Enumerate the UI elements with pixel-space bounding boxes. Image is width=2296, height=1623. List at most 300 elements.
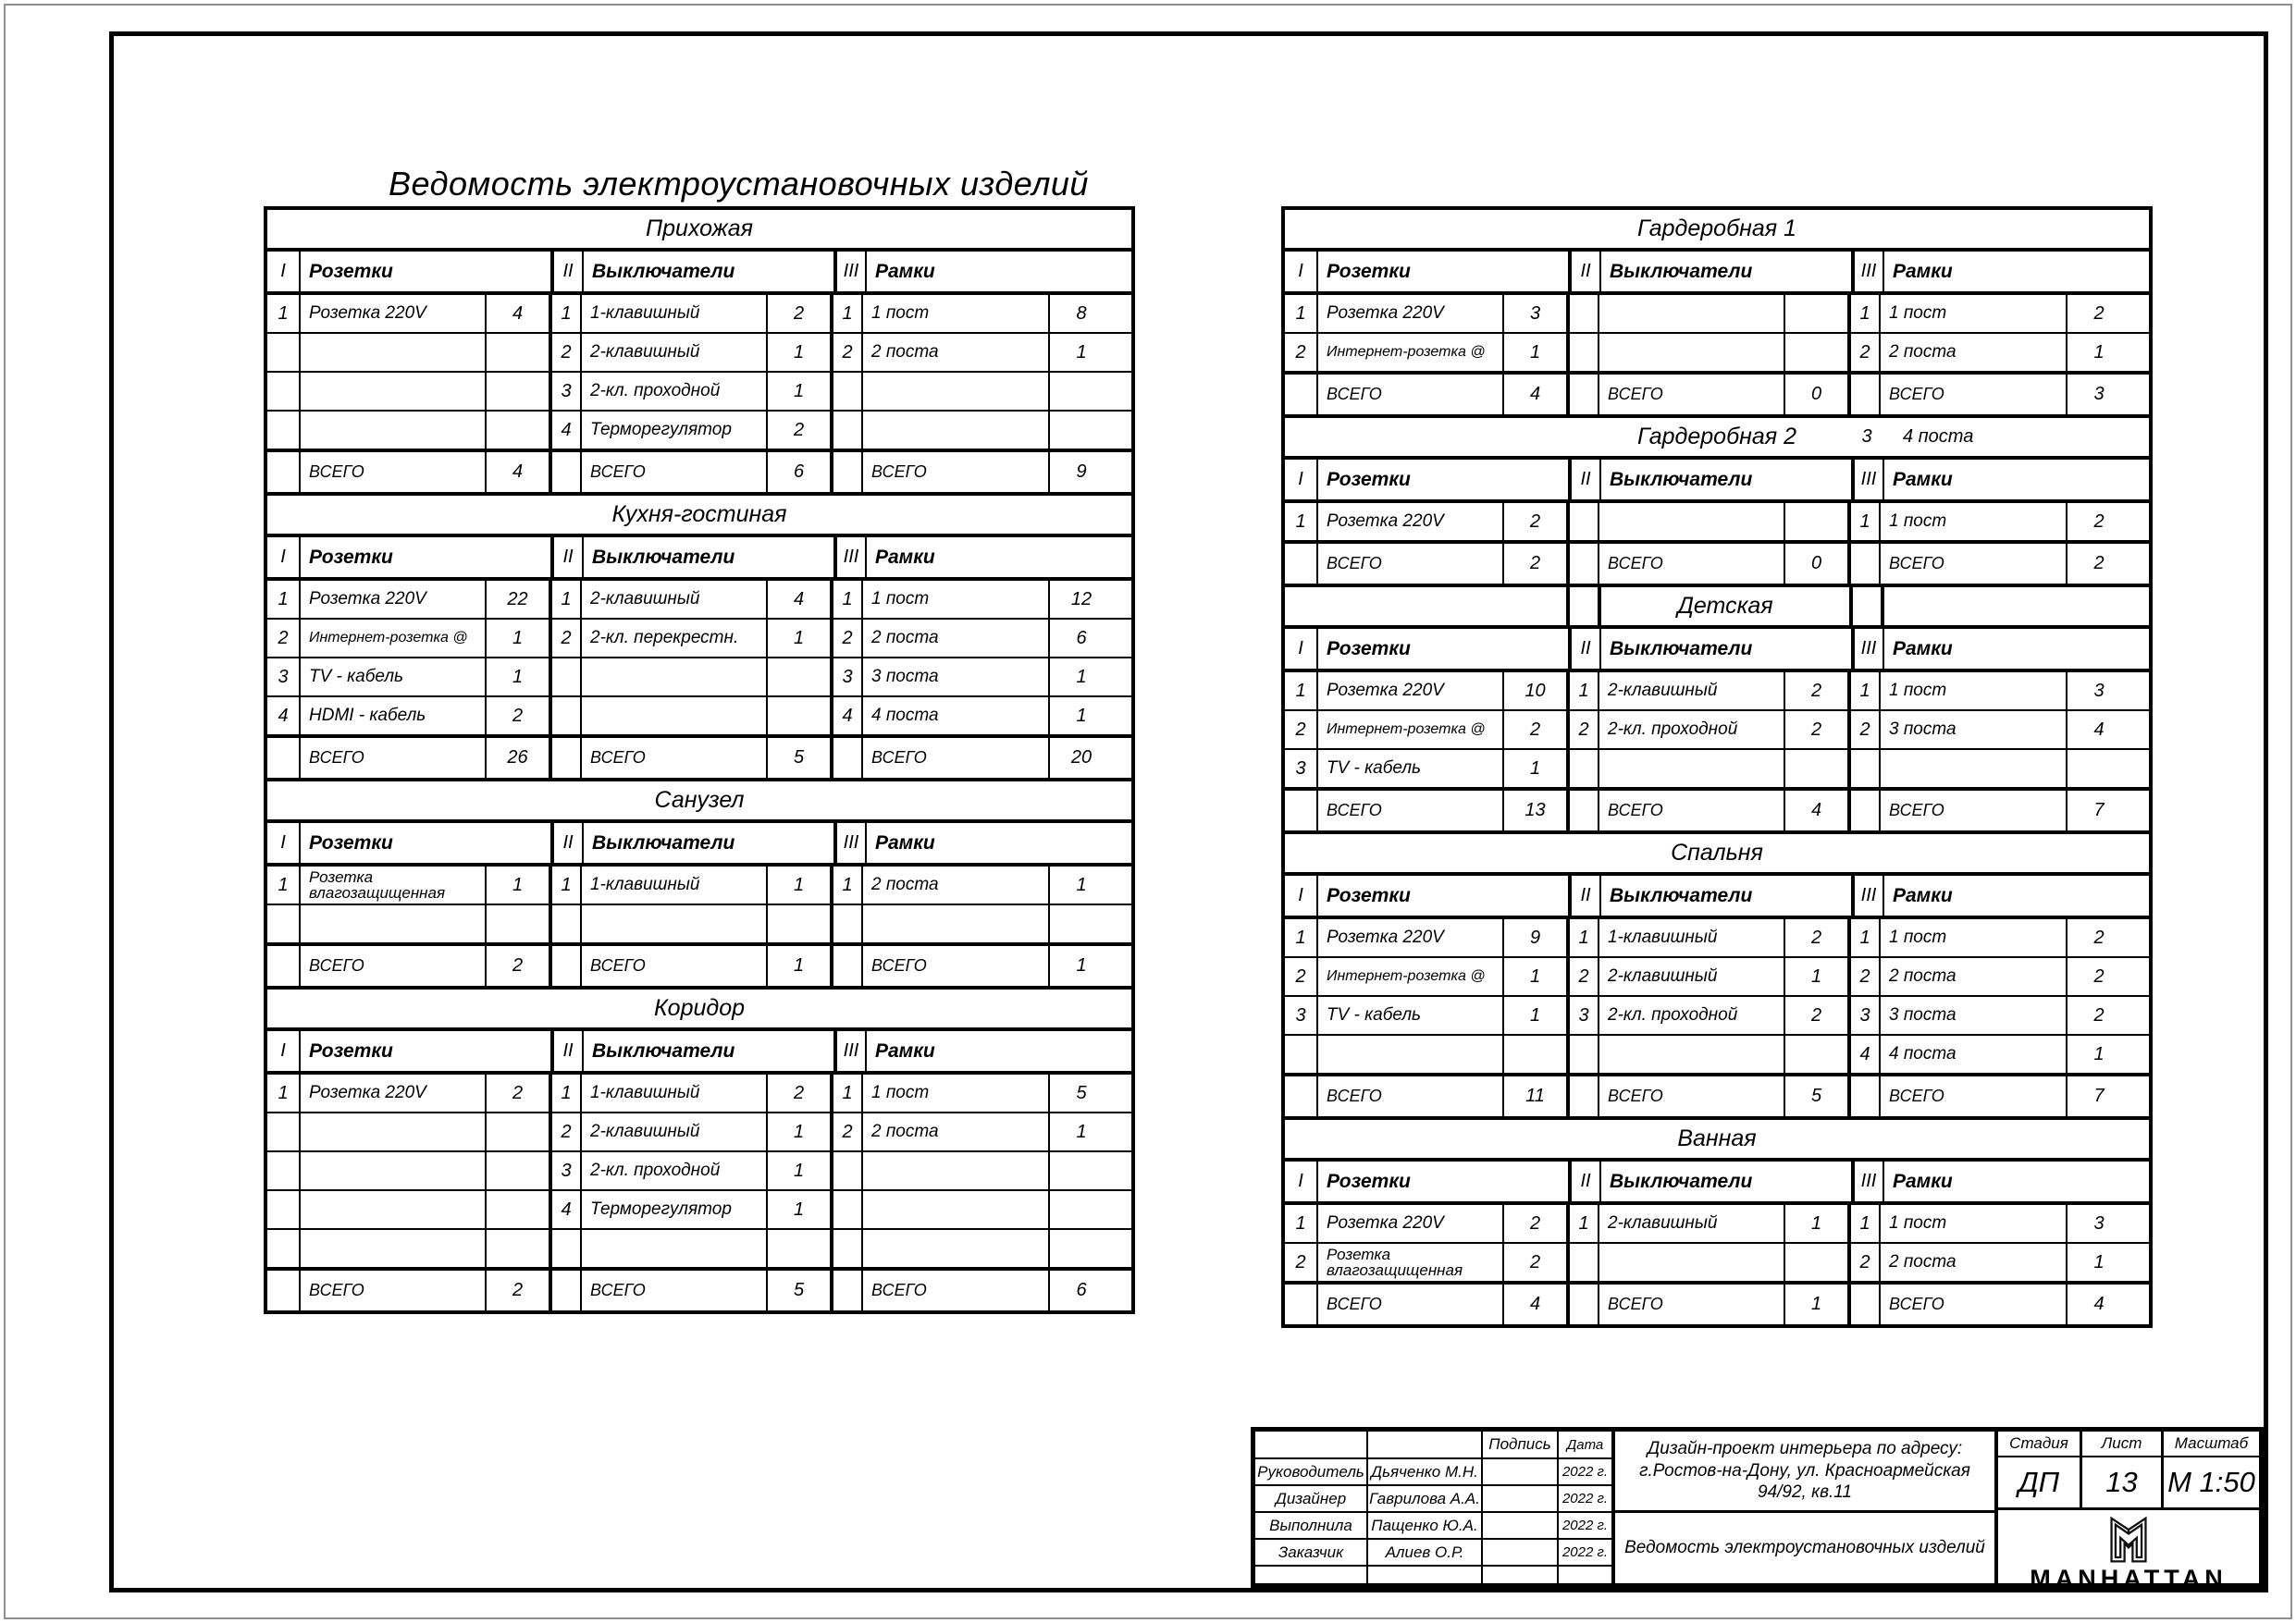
role-label: Заказчик [1255, 1538, 1366, 1565]
item-qty: 1 [766, 1152, 830, 1189]
item-qty: 1 [485, 867, 549, 904]
item-qty: 1 [766, 867, 830, 904]
item-number: 2 [1847, 334, 1879, 371]
sockets-header: Розетки [299, 537, 550, 577]
item-qty: 2 [2066, 503, 2130, 540]
item-number: 1 [1847, 503, 1879, 540]
item-name [861, 1191, 1048, 1228]
total-empty-cell [1285, 544, 1316, 584]
total-empty-cell [267, 946, 299, 986]
sockets-header: Розетки [1316, 876, 1568, 916]
item-qty: 1 [2066, 334, 2130, 371]
item-name: 1-клавишный [1598, 919, 1784, 956]
item-qty [485, 334, 549, 371]
item-qty: 4 [2066, 711, 2130, 748]
item-name: 2 поста [861, 334, 1048, 371]
item-name: 2 поста [1879, 1244, 2066, 1281]
item-qty: 12 [1048, 581, 1113, 618]
item-name [580, 905, 766, 942]
frames-header: Рамки [1882, 252, 2136, 291]
total-value: 26 [485, 738, 549, 778]
item-number: 1 [1295, 680, 1306, 701]
total-empty-cell [830, 452, 861, 492]
item-number: 1 [1566, 1205, 1598, 1242]
total-empty-cell [1847, 375, 1879, 414]
room-title-row [1285, 1116, 2149, 1162]
group2-index: II [1568, 876, 1599, 916]
switches-header: Выключатели [1599, 252, 1851, 291]
data-row [1285, 748, 2149, 787]
item-qty [1784, 750, 1847, 787]
item-number: 1 [830, 295, 861, 332]
item-name: Розетка влагозащищенная [299, 867, 485, 904]
total-row [1285, 540, 2149, 584]
total-label: ВСЕГО [299, 738, 485, 778]
room-title: Спальня [1671, 840, 1763, 866]
item-qty: 2 [1502, 1244, 1566, 1281]
item-name [580, 697, 766, 734]
signature-cell [1481, 1538, 1557, 1565]
group3-index: III [1851, 876, 1882, 916]
group1-index: I [280, 547, 286, 567]
item-number: 1 [549, 581, 580, 618]
item-number: 1 [1566, 919, 1598, 956]
item-qty: 1 [766, 334, 830, 371]
group2-index: II [550, 252, 582, 291]
item-number: 2 [1295, 341, 1306, 363]
person-name: Гаврилова А.А. [1366, 1484, 1481, 1511]
frames-header: Рамки [865, 1031, 1118, 1071]
item-qty: 1 [1048, 658, 1113, 695]
total-label: ВСЕГО [861, 1271, 1048, 1310]
item-qty: 2 [485, 697, 549, 734]
title-empty-cell [1849, 587, 1881, 625]
data-row [1285, 295, 2149, 332]
item-qty [485, 1191, 549, 1228]
item-number: 3 [278, 666, 289, 687]
item-name [580, 658, 766, 695]
data-row [1285, 995, 2149, 1034]
total-value: 1 [1048, 946, 1113, 986]
group3-index: III [1851, 1162, 1882, 1201]
total-label: ВСЕГО [1316, 1076, 1502, 1116]
header-row [267, 252, 1131, 295]
item-number: 4 [830, 697, 861, 734]
item-name [299, 1113, 485, 1150]
total-value: 6 [1048, 1271, 1113, 1310]
item-name: Терморегулятор [580, 412, 766, 449]
total-value: 2 [1502, 544, 1566, 584]
item-number: 1 [1847, 1205, 1879, 1242]
item-number: 4 [549, 1191, 580, 1228]
item-name: 1 пост [1879, 919, 2066, 956]
item-number: 1 [1566, 672, 1598, 709]
room-title: Кухня-гостиная [611, 501, 787, 527]
approval-table [1255, 1432, 1615, 1583]
room-title: Детская [1598, 587, 1849, 625]
item-qty [1048, 905, 1113, 942]
total-empty-cell [1566, 791, 1598, 830]
item-name: HDMI - кабель [299, 697, 485, 734]
approval-empty-cell [1255, 1565, 1366, 1583]
item-number [1566, 334, 1598, 371]
item-name [299, 1230, 485, 1267]
total-value: 4 [1502, 1285, 1566, 1324]
item-name [861, 412, 1048, 449]
total-empty-cell [267, 1271, 299, 1310]
person-name: Алиев О.Р. [1366, 1538, 1481, 1565]
item-number: 1 [830, 867, 861, 904]
title-block [1251, 1427, 2264, 1592]
item-qty: 5 [1048, 1075, 1113, 1112]
item-name: 4 поста [1879, 1036, 2066, 1073]
approval-empty-cell [1366, 1565, 1481, 1583]
approval-header-empty [1366, 1432, 1481, 1457]
data-row [267, 1075, 1131, 1112]
total-label: ВСЕГО [1879, 544, 2066, 584]
item-qty: 1 [2066, 1036, 2130, 1073]
total-row [267, 1267, 1131, 1310]
group1-index: I [280, 1040, 286, 1061]
room-title: Гардеробная 2 [1636, 424, 1797, 449]
total-label: ВСЕГО [1316, 791, 1502, 830]
data-row [267, 371, 1131, 410]
item-qty: 1 [1048, 697, 1113, 734]
total-value: 1 [1784, 1285, 1847, 1324]
total-value: 6 [766, 452, 830, 492]
total-empty-cell [1566, 544, 1598, 584]
data-row [1285, 919, 2149, 956]
switches-header: Выключатели [1599, 876, 1851, 916]
switches-header: Выключатели [1599, 629, 1851, 669]
item-qty [485, 373, 549, 410]
item-number: 2 [830, 620, 861, 657]
item-qty: 2 [2066, 958, 2130, 995]
total-value: 4 [1502, 375, 1566, 414]
item-name [299, 412, 485, 449]
total-row [1285, 787, 2149, 830]
sockets-header: Розетки [299, 252, 550, 291]
total-empty-cell [549, 946, 580, 986]
switches-header: Выключатели [1599, 1162, 1851, 1201]
date-column-header: Дата [1557, 1432, 1611, 1457]
group1-index: I [1298, 1171, 1303, 1191]
total-row [267, 734, 1131, 778]
title-extra-name: 4 поста [1903, 426, 1974, 447]
group1-index: I [1298, 885, 1303, 905]
item-number: 2 [1847, 711, 1879, 748]
item-qty: 1 [766, 620, 830, 657]
header-row [1285, 460, 2149, 503]
item-qty: 1 [1784, 958, 1847, 995]
header-row [1285, 252, 2149, 295]
item-qty [766, 905, 830, 942]
item-number [267, 1191, 299, 1228]
item-number [1566, 503, 1598, 540]
total-empty-cell [1285, 1076, 1316, 1116]
group2-index: II [550, 823, 582, 863]
signature-cell [1481, 1511, 1557, 1538]
item-number [830, 1230, 861, 1267]
item-number: 3 [549, 1152, 580, 1189]
data-row [1285, 672, 2149, 709]
item-qty: 1 [766, 1113, 830, 1150]
data-row [1285, 709, 2149, 748]
item-name [1598, 334, 1784, 371]
total-empty-cell [549, 452, 580, 492]
header-row [1285, 1162, 2149, 1205]
item-number [830, 1152, 861, 1189]
total-empty-cell [830, 738, 861, 778]
item-qty: 1 [2066, 1244, 2130, 1281]
stage-sheet-scale-block [1998, 1432, 2259, 1592]
switches-header: Выключатели [1599, 460, 1851, 499]
frames-header: Рамки [1882, 1162, 2136, 1201]
frames-header: Рамки [865, 537, 1118, 577]
total-value: 20 [1048, 738, 1113, 778]
group3-index: III [1851, 460, 1882, 499]
total-label: ВСЕГО [861, 946, 1048, 986]
room-title: Прихожая [646, 215, 753, 241]
approval-header-empty [1255, 1432, 1366, 1457]
item-number: 2 [1847, 1244, 1879, 1281]
item-number [830, 1191, 861, 1228]
frames-header: Рамки [865, 823, 1118, 863]
item-qty: 1 [1784, 1205, 1847, 1242]
item-qty: 4 [766, 581, 830, 618]
item-number: 2 [278, 627, 289, 648]
title-empty-cell [1566, 587, 1598, 625]
item-name: 1-клавишный [580, 867, 766, 904]
item-qty [485, 905, 549, 942]
stage-value: ДП [1998, 1457, 2080, 1510]
header-row [1285, 629, 2149, 672]
item-name [1598, 503, 1784, 540]
item-qty [766, 1230, 830, 1267]
item-name: 2-кл. проходной [1598, 711, 1784, 748]
sockets-header: Розетки [1316, 629, 1568, 669]
total-label: ВСЕГО [1879, 791, 2066, 830]
sockets-header: Розетки [1316, 1162, 1568, 1201]
item-name: Розетка 220V [1316, 1205, 1502, 1242]
total-label: ВСЕГО [1598, 1076, 1784, 1116]
item-qty [1784, 1244, 1847, 1281]
item-name [299, 1191, 485, 1228]
total-label: ВСЕГО [580, 946, 766, 986]
item-name [299, 905, 485, 942]
item-number: 1 [278, 302, 289, 324]
item-qty [766, 658, 830, 695]
item-number: 1 [1295, 927, 1306, 948]
approval-empty-cell [1557, 1565, 1611, 1583]
item-name: 2-кл. проходной [1598, 997, 1784, 1034]
room-title: Гардеробная 1 [1636, 215, 1797, 241]
item-name [861, 905, 1048, 942]
item-number [267, 412, 299, 449]
item-qty: 2 [2066, 919, 2130, 956]
item-name: 2 поста [861, 1113, 1048, 1150]
project-info [1615, 1432, 1998, 1583]
total-label: ВСЕГО [299, 452, 485, 492]
room-title-row [1285, 210, 2149, 252]
item-qty: 1 [1048, 334, 1113, 371]
data-row [1285, 1205, 2149, 1242]
item-number: 2 [1295, 1251, 1306, 1273]
data-row [267, 904, 1131, 942]
group1-index: I [280, 261, 286, 281]
item-number: 4 [1847, 1036, 1879, 1073]
item-name [1598, 1036, 1784, 1073]
item-number [1566, 1244, 1598, 1281]
item-qty [485, 412, 549, 449]
total-value: 0 [1784, 375, 1847, 414]
total-value: 5 [766, 738, 830, 778]
item-name: Интернет-розетка @ [1316, 711, 1502, 748]
item-name: 1 пост [1879, 295, 2066, 332]
item-name: Розетка 220V [1316, 295, 1502, 332]
room-title: Санузел [654, 787, 745, 813]
scale-label: Масштаб [2161, 1432, 2259, 1457]
room-tables-right-column [1281, 206, 2153, 1328]
total-empty-cell [1847, 544, 1879, 584]
sockets-header: Розетки [1316, 252, 1568, 291]
item-number: 1 [1847, 295, 1879, 332]
scale-value: М 1:50 [2161, 1457, 2259, 1510]
item-qty: 3 [1502, 295, 1566, 332]
group3-index: III [833, 823, 865, 863]
total-label: ВСЕГО [1598, 375, 1784, 414]
item-name [1879, 750, 2066, 787]
item-name: 3 поста [1879, 711, 2066, 748]
item-qty [1048, 1230, 1113, 1267]
item-name: 2-кл. проходной [580, 373, 766, 410]
item-number: 1 [549, 295, 580, 332]
item-number [267, 1113, 299, 1150]
item-number [1285, 1036, 1316, 1073]
item-qty [1502, 1036, 1566, 1073]
item-number: 4 [549, 412, 580, 449]
total-empty-cell [1847, 791, 1879, 830]
page-title: Ведомость электроустановочных изделий [389, 165, 1089, 203]
total-empty-cell [1847, 1285, 1879, 1324]
item-number: 2 [830, 1113, 861, 1150]
header-row [267, 1031, 1131, 1075]
data-row [267, 332, 1131, 371]
project-address-line2: г.Ростов-на-Дону, ул. Красноармейская 94/92, кв.11 [1639, 1460, 1970, 1503]
item-qty: 1 [485, 658, 549, 695]
item-number [549, 697, 580, 734]
total-empty-cell [1566, 375, 1598, 414]
item-number: 3 [830, 658, 861, 695]
item-number: 1 [1847, 919, 1879, 956]
data-row [1285, 1242, 2149, 1281]
total-value: 3 [2066, 375, 2130, 414]
total-empty-cell [830, 946, 861, 986]
item-number [549, 1230, 580, 1267]
data-row [267, 657, 1131, 695]
title-empty-cell [1881, 587, 2134, 625]
item-name: 2-клавишный [580, 334, 766, 371]
item-number: 1 [278, 588, 289, 609]
item-qty [1784, 295, 1847, 332]
group3-index: III [833, 252, 865, 291]
data-row [267, 618, 1131, 657]
item-qty: 2 [485, 1075, 549, 1112]
switches-header: Выключатели [582, 1031, 833, 1071]
total-label: ВСЕГО [1316, 375, 1502, 414]
total-value: 2 [485, 1271, 549, 1310]
data-row [267, 581, 1131, 618]
item-qty: 2 [1502, 711, 1566, 748]
item-number: 3 [549, 373, 580, 410]
item-qty: 9 [1502, 919, 1566, 956]
total-label: ВСЕГО [580, 1271, 766, 1310]
frames-header: Рамки [1882, 876, 2136, 916]
item-name [299, 373, 485, 410]
room-title-row [267, 778, 1131, 823]
room-title-row [1285, 414, 2149, 460]
item-name: 2-клавишный [1598, 1205, 1784, 1242]
item-name: 1 пост [861, 1075, 1048, 1112]
total-empty-cell [1285, 1285, 1316, 1324]
item-qty: 2 [1784, 919, 1847, 956]
item-qty: 2 [766, 1075, 830, 1112]
date-cell: 2022 г. [1557, 1457, 1611, 1484]
total-empty-cell [830, 1271, 861, 1310]
item-qty: 2 [1784, 672, 1847, 709]
item-name: Розетка влагозащищенная [1316, 1244, 1502, 1281]
item-name: Розетка 220V [1316, 919, 1502, 956]
total-row [267, 449, 1131, 492]
sheet-name: Ведомость электроустановочных изделий [1624, 1538, 1985, 1557]
item-qty: 1 [1502, 334, 1566, 371]
item-qty: 8 [1048, 295, 1113, 332]
date-cell: 2022 г. [1557, 1538, 1611, 1565]
item-name: Розетка 220V [299, 581, 485, 618]
item-name: TV - кабель [299, 658, 485, 695]
item-name [861, 1230, 1048, 1267]
approval-empty-cell [1481, 1565, 1557, 1583]
item-number: 3 [1847, 997, 1879, 1034]
item-number [1566, 1036, 1598, 1073]
item-name: 1-клавишный [580, 1075, 766, 1112]
total-label: ВСЕГО [861, 738, 1048, 778]
item-qty: 1 [1502, 958, 1566, 995]
item-name: Терморегулятор [580, 1191, 766, 1228]
total-label: ВСЕГО [1598, 544, 1784, 584]
date-cell: 2022 г. [1557, 1484, 1611, 1511]
total-empty-cell [549, 1271, 580, 1310]
item-name: Розетка 220V [1316, 672, 1502, 709]
frames-header: Рамки [865, 252, 1118, 291]
group3-index: III [833, 537, 865, 577]
item-number: 2 [1295, 719, 1306, 740]
item-qty: 10 [1502, 672, 1566, 709]
switches-header: Выключатели [582, 252, 833, 291]
total-label: ВСЕГО [861, 452, 1048, 492]
item-name: 1 пост [1879, 672, 2066, 709]
project-address-line1: Дизайн-проект интерьера по адресу: [1647, 1438, 1963, 1458]
item-number [267, 334, 299, 371]
item-qty [485, 1113, 549, 1150]
total-value: 13 [1502, 791, 1566, 830]
role-label: Дизайнер [1255, 1484, 1366, 1511]
item-qty [1784, 1036, 1847, 1073]
total-label: ВСЕГО [299, 946, 485, 986]
item-name: 3 поста [1879, 997, 2066, 1034]
company-logo-area [1998, 1510, 2259, 1593]
frames-header: Рамки [1882, 460, 2136, 499]
